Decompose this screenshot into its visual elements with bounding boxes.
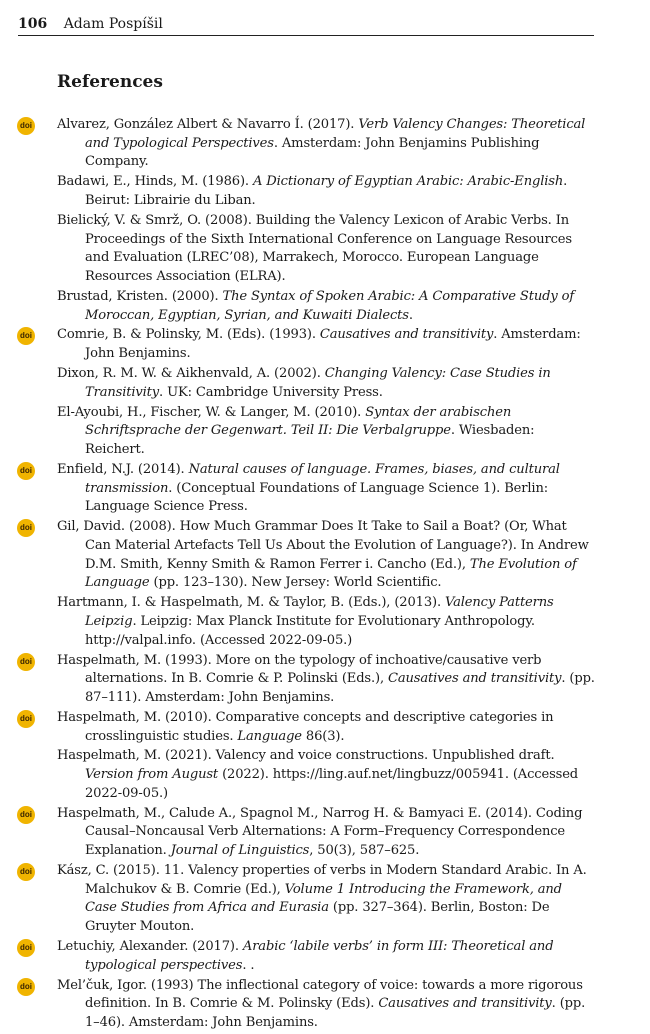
reference-title: Version from August — [85, 767, 219, 783]
reference-text: Gil, David. (2008). How Much Grammar Does It Take to Sail a Boat? (Or, What Can Material Artefacts Tell Us About the Evolution of Language?). In Andrew D.M. Smith, Kenny Smith & Ramon Ferrer i. Cancho (Ed.), — [57, 519, 589, 572]
reference-text: . Beirut: Librairie du Liban. — [85, 174, 568, 208]
reference-entry — [57, 365, 595, 402]
reference-text: . Amsterdam: John Benjamins Publishing Company. — [85, 135, 540, 170]
reference-text: El-Ayoubi, H., Fischer, W. & Langer, M. (2010). — [57, 404, 366, 420]
reference-entry — [20, 116, 595, 172]
reference-text: 86(3). — [301, 728, 345, 744]
reference-entry — [20, 326, 595, 363]
doi-icon[interactable]: doi — [17, 710, 35, 728]
reference-text: Haspelmath, M. (1993). More on the typology of inchoative/causative verb alternations. In B. Comrie & P. Polinski (Eds.), — [57, 652, 542, 687]
page-number: 106 — [18, 16, 48, 32]
reference-text: Haspelmath, M. (2010). Comparative concepts and descriptive categories in crosslinguistic studies. — [57, 709, 554, 744]
reference-entry — [20, 862, 595, 937]
reference-entry — [57, 404, 595, 460]
reference-entry — [20, 977, 595, 1033]
reference-title: Changing Valency: Case Studies in Transitivity — [85, 366, 551, 400]
reference-title: The Evolution of Language — [85, 556, 577, 591]
reference-entry — [57, 288, 595, 325]
reference-entry — [57, 594, 595, 650]
reference-text: . UK: Cambridge University Press. — [159, 384, 383, 400]
reference-entry — [57, 212, 595, 287]
reference-text: . . — [242, 957, 255, 973]
doi-icon[interactable]: doi — [17, 806, 35, 824]
reference-list — [20, 116, 595, 1034]
reference-title: Natural causes of language. Frames, biases, and cultural transmission — [85, 461, 560, 496]
reference-title: Verb Valency Changes: Theoretical and Typological Perspectives — [85, 117, 586, 151]
running-head — [18, 15, 594, 36]
reference-entry — [20, 652, 595, 708]
reference-text: , 50(3), 587–625. — [309, 843, 420, 859]
reference-text: Comrie, B. & Polinsky, M. (Eds). (1993). — [57, 327, 320, 343]
doi-icon[interactable]: doi — [17, 939, 35, 957]
doi-icon[interactable]: doi — [17, 462, 35, 480]
reference-text: . (pp. 1–46). Amsterdam: John Benjamins. — [85, 996, 586, 1031]
reference-text: . — [408, 307, 413, 323]
reference-title: Syntax der arabischen Schriftsprache der Gegenwart. Teil II: Die Verbalgruppe — [85, 404, 512, 439]
reference-text: . (pp. 87–111). Amsterdam: John Benjamins. — [85, 671, 595, 705]
reference-text: (2022). https://ling.auf.net/lingbuzz/005941. (Accessed 2022-09-05.) — [85, 767, 579, 801]
reference-text: Letuchiy, Alexander. (2017). — [57, 939, 243, 955]
reference-text: Haspelmath, M. (2021). Valency and voice constructions. Unpublished draft. — [57, 748, 555, 764]
reference-text: Alvarez, González Albert & Navarro Í. (2017). — [57, 117, 359, 132]
reference-text: Enfield, N.J. (2014). — [57, 461, 189, 477]
reference-text: Mel’čuk, Igor. (1993) The inflectional category of voice: towards a more rigorous definition. In B. Comrie & M. Polinsky (Eds). — [57, 977, 583, 1012]
reference-text: . Wiesbaden: Reichert. — [85, 423, 535, 458]
reference-text: Haspelmath, M., Calude A., Spagnol M., Narrog H. & Bamyaci E. (2014). Coding Causal–Noncausal Verb Alternations: A Form–Frequency Correspondence Explanation. — [57, 805, 583, 859]
reference-title: Causatives and transitivity — [378, 996, 552, 1012]
reference-entry — [57, 173, 595, 210]
reference-entry — [20, 805, 595, 861]
reference-text: Hartmann, I. & Haspelmath, M. & Taylor, B. (Eds.), (2013). — [57, 595, 445, 611]
reference-title: Causatives and transitivity — [319, 327, 494, 343]
reference-text: . (Conceptual Foundations of Language Science 1). Berlin: Language Science Press. — [85, 480, 548, 515]
reference-text: Brustad, Kristen. (2000). — [57, 288, 223, 304]
doi-icon[interactable]: doi — [17, 653, 35, 671]
section-title: References — [57, 72, 163, 92]
reference-title: Causatives and transitivity — [388, 671, 562, 687]
reference-title: The Syntax of Spoken Arabic: A Comparative Study of Moroccan, Egyptian, Syrian, and Kuwaiti Dialects — [85, 288, 575, 323]
reference-title: Language — [237, 728, 302, 744]
doi-icon[interactable]: doi — [17, 519, 35, 537]
reference-text: Badawi, E., Hinds, M. (1986). — [57, 174, 253, 190]
reference-entry — [20, 518, 595, 593]
reference-entry — [20, 461, 595, 517]
reference-title: A Dictionary of Egyptian Arabic: Arabic-English — [252, 174, 564, 190]
reference-entry — [20, 709, 595, 746]
reference-entry — [20, 938, 595, 975]
reference-text: Dixon, R. M. W. & Aikhenvald, A. (2002). — [57, 366, 325, 382]
doi-icon[interactable]: doi — [17, 978, 35, 996]
reference-text: (pp. 327–364). Berlin, Boston: De Gruyter Mouton. — [85, 900, 550, 935]
reference-entry — [57, 747, 595, 803]
reference-text: Bielický, V. & Smrž, O. (2008). Building the Valency Lexicon of Arabic Verbs. In Proceedings of the Sixth International Conference on Language Resources and Evaluation (LREC’08), Marrakech, Morocco. European Language Resources Association (ELRA). — [57, 212, 572, 284]
reference-title: Volume 1 Introducing the Framework, and Case Studies from Africa and Eurasia — [85, 881, 562, 916]
doi-icon[interactable]: doi — [17, 327, 35, 345]
reference-text: (pp. 123–130). New Jersey: World Scientific. — [149, 575, 442, 591]
reference-text: . Leipzig: Max Planck Institute for Evolutionary Anthropology. http://valpal.info. (Accessed 2022-09-05.) — [85, 613, 535, 648]
reference-title: Valency Patterns Leipzig — [85, 595, 554, 629]
doi-icon[interactable]: doi — [17, 863, 35, 881]
running-head-author: Adam Pospíšil — [63, 16, 163, 32]
reference-title: Journal of Linguistics — [170, 843, 310, 859]
reference-title: Arabic ‘labile verbs’ in form III: Theoretical and typological perspectives — [85, 939, 554, 973]
doi-icon[interactable]: doi — [17, 117, 35, 135]
reference-text: Kász, C. (2015). 11. Valency properties of verbs in Modern Standard Arabic. In A. Malchukov & B. Comrie (Ed.), — [57, 863, 587, 897]
reference-text: . Amsterdam: John Benjamins. — [85, 327, 581, 362]
